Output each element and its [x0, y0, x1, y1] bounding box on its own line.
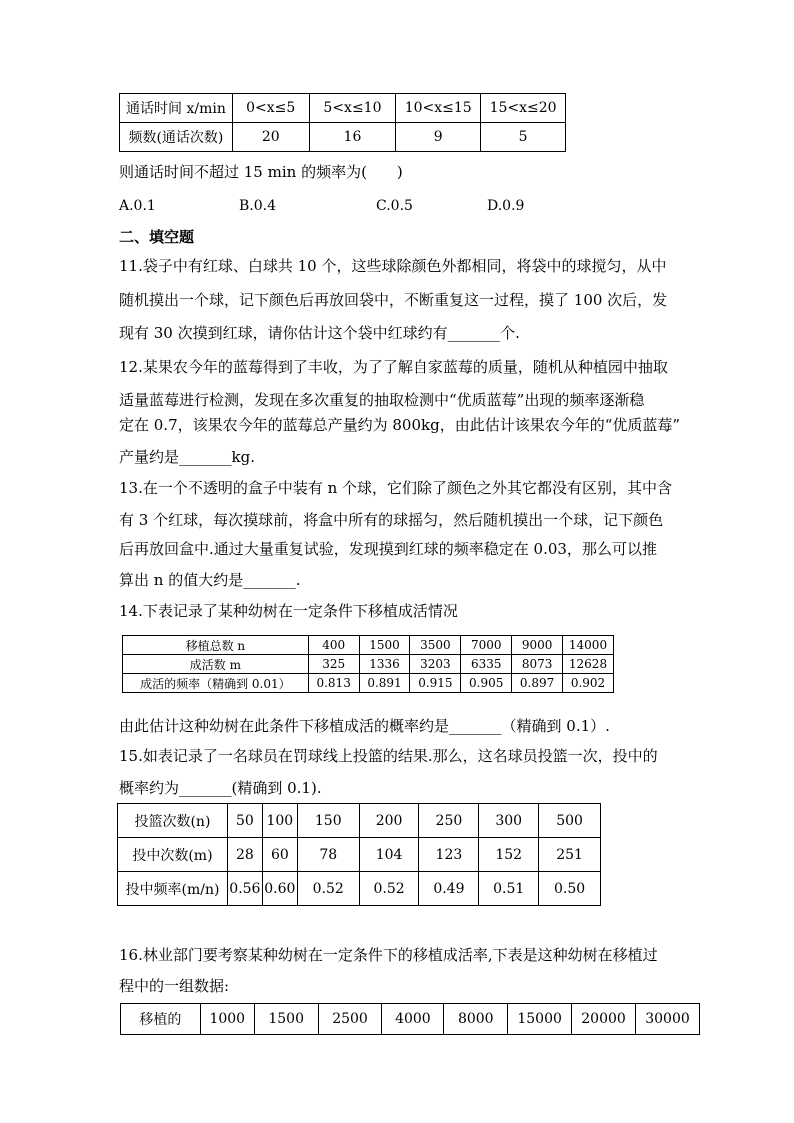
q11-line: 现有 30 次摸到红球，请你估计这个袋中红球约有_______个.: [119, 324, 520, 342]
option-d: D.0.9: [487, 198, 525, 214]
transplant-table: [120, 1003, 700, 1035]
table-cell: 1000: [200, 1004, 254, 1035]
q13-line: 后再放回盒中.通过大量重复试验，发现摸到红球的频率稳定在 0.03，那么可以推: [119, 540, 657, 558]
option-b: B.0.4: [239, 198, 277, 214]
q13-line: 算出 n 的值大约是_______.: [119, 571, 301, 589]
table-cell: 100: [262, 804, 297, 838]
call-duration-table: [119, 93, 566, 152]
table-cell: 50: [227, 804, 262, 838]
table-cell: 300: [479, 804, 539, 838]
table-cell: 28: [227, 838, 262, 872]
table-cell: 12628: [563, 655, 614, 674]
table-cell: 0.56: [227, 872, 262, 906]
table-cell: 0.50: [539, 872, 601, 906]
table-cell: 投中频率(m/n): [118, 872, 228, 906]
q14-intro: 14.下表记录了某种幼树在一定条件下移植成活情况: [119, 602, 458, 620]
table-row: [123, 655, 614, 674]
table-cell: 20: [232, 123, 309, 152]
table-cell: 3500: [410, 636, 461, 655]
table-cell: 成活数 m: [123, 655, 309, 674]
table-cell: 104: [359, 838, 419, 872]
q11-line: 11.袋子中有红球、白球共 10 个，这些球除颜色外都相同，将袋中的球搅匀，从中: [119, 257, 667, 275]
free-throw-table: [117, 803, 601, 906]
table-cell: 200: [359, 804, 419, 838]
table-row: [118, 804, 601, 838]
q16-line: 程中的一组数据:: [119, 977, 230, 995]
table-cell: 1500: [254, 1004, 318, 1035]
table-cell: 通话时间 x/min: [120, 94, 233, 123]
q12-line: 产量约是_______kg.: [119, 448, 255, 466]
q15-line: 概率约为_______(精确到 0.1).: [119, 779, 322, 797]
table-cell: 0.902: [563, 674, 614, 693]
q12-line: 定在 0.7，该果农今年的蓝莓总产量约为 800kg，由此估计该果农今年的“优质蓝莓”: [119, 416, 681, 434]
q12-line: 适量蓝莓进行检测，发现在多次重复的抽取检测中“优质蓝莓”出现的频率逐渐稳: [119, 391, 645, 409]
table-cell: 0.52: [359, 872, 419, 906]
seedling-survival-table: [122, 635, 614, 693]
section-title: 二、填空题: [119, 228, 195, 246]
table-cell: 152: [479, 838, 539, 872]
table-cell: 0.52: [297, 872, 359, 906]
table-cell: 0.51: [479, 872, 539, 906]
table-cell: 0<x≤5: [232, 94, 309, 123]
table-cell: 250: [419, 804, 479, 838]
q10-question: 则通话时间不超过 15 min 的频率为( ): [119, 163, 403, 181]
table-cell: 0.60: [262, 872, 297, 906]
table-cell: 0.49: [419, 872, 479, 906]
table-cell: 8000: [444, 1004, 508, 1035]
q13-line: 有 3 个红球，每次摸球前，将盒中所有的球摇匀，然后随机摸出一个球，记下颜色: [119, 511, 664, 529]
table-cell: 150: [297, 804, 359, 838]
table-cell: 123: [419, 838, 479, 872]
table-cell: 325: [308, 655, 359, 674]
q13-line: 13.在一个不透明的盒子中装有 n 个球，它们除了颜色之外其它都没有区别，其中含: [119, 479, 673, 497]
table-cell: 5<x≤10: [309, 94, 396, 123]
table-cell: 0.915: [410, 674, 461, 693]
table-cell: 5: [481, 123, 566, 152]
q11-line: 随机摸出一个球，记下颜色后再放回袋中，不断重复这一过程，摸了 100 次后，发: [119, 291, 668, 309]
table-cell: 10<x≤15: [396, 94, 481, 123]
table-row: [120, 123, 566, 152]
table-cell: 0.897: [512, 674, 563, 693]
table-cell: 成活的频率（精确到 0.01）: [123, 674, 309, 693]
table-cell: 30000: [636, 1004, 700, 1035]
table-cell: 20000: [572, 1004, 636, 1035]
table-cell: 移植总数 n: [123, 636, 309, 655]
q15-line: 15.如表记录了一名球员在罚球线上投篮的结果.那么，这名球员投篮一次，投中的: [119, 747, 658, 765]
table-cell: 15<x≤20: [481, 94, 566, 123]
table-cell: 2500: [318, 1004, 382, 1035]
table-cell: 9: [396, 123, 481, 152]
table-cell: 6335: [461, 655, 512, 674]
q12-line: 12.某果农今年的蓝莓得到了丰收，为了了解自家蓝莓的质量，随机从种植园中抽取: [119, 358, 668, 376]
table-cell: 16: [309, 123, 396, 152]
table-cell: 9000: [512, 636, 563, 655]
table-cell: 400: [308, 636, 359, 655]
option-a: A.0.1: [119, 198, 156, 214]
table-row: [118, 838, 601, 872]
table-cell: 251: [539, 838, 601, 872]
q14-answer-line: 由此估计这种幼树在此条件下移植成活的概率约是_______（精确到 0.1）.: [119, 717, 610, 735]
table-row: [118, 872, 601, 906]
table-cell: 0.891: [359, 674, 410, 693]
table-cell: 投中次数(m): [118, 838, 228, 872]
table-cell: 移植的: [121, 1004, 201, 1035]
table-row: [123, 636, 614, 655]
table-cell: 频数(通话次数): [120, 123, 233, 152]
table-cell: 1336: [359, 655, 410, 674]
table-cell: 投篮次数(n): [118, 804, 228, 838]
table-cell: 7000: [461, 636, 512, 655]
table-cell: 500: [539, 804, 601, 838]
table-cell: 4000: [382, 1004, 444, 1035]
table-cell: 78: [297, 838, 359, 872]
table-cell: 8073: [512, 655, 563, 674]
table-cell: 15000: [508, 1004, 572, 1035]
option-c: C.0.5: [376, 198, 413, 214]
table-cell: 14000: [563, 636, 614, 655]
q16-line: 16.林业部门要考察某种幼树在一定条件下的移植成活率,下表是这种幼树在移植过: [119, 946, 658, 964]
table-row: [120, 94, 566, 123]
table-cell: 0.813: [308, 674, 359, 693]
table-row: [121, 1004, 700, 1035]
table-cell: 0.905: [461, 674, 512, 693]
table-cell: 60: [262, 838, 297, 872]
table-cell: 3203: [410, 655, 461, 674]
table-row: [123, 674, 614, 693]
table-cell: 1500: [359, 636, 410, 655]
